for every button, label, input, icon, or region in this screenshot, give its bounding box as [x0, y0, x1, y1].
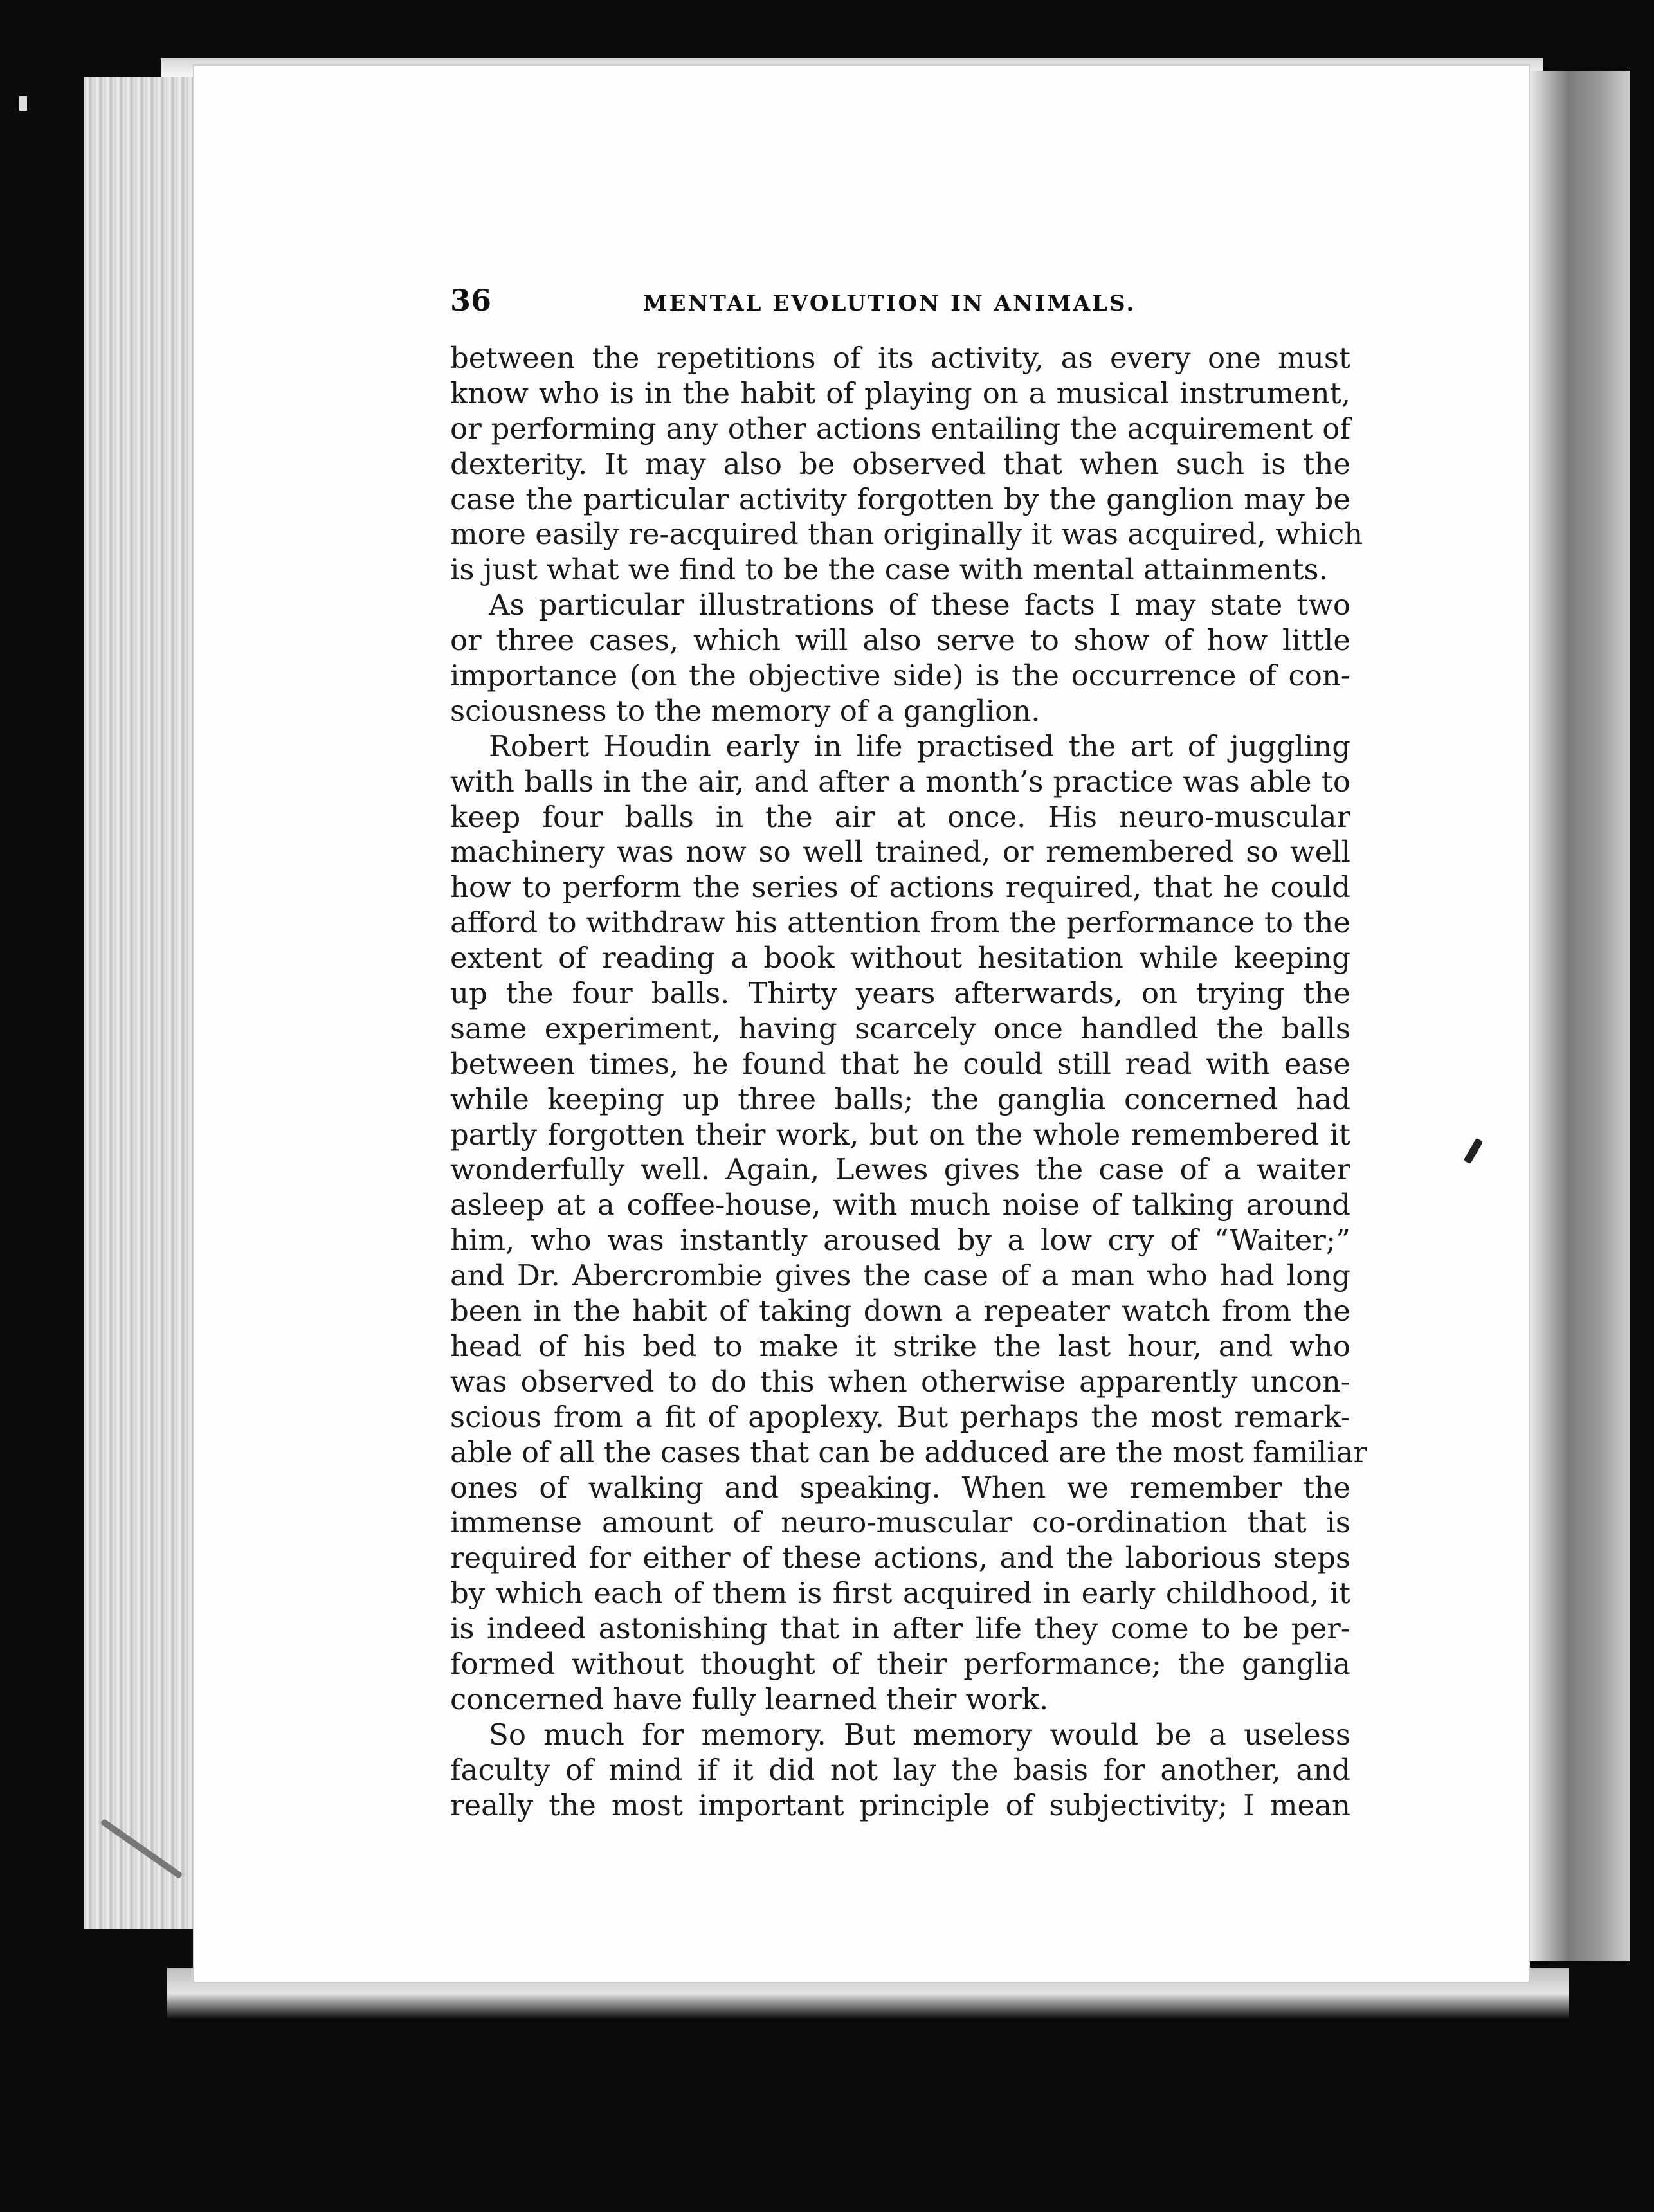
- text-line: with balls in the air, and after a month’s practice was able to: [450, 764, 1350, 799]
- text-line: machinery was now so well trained, or remembered so well: [450, 835, 1350, 869]
- text-line: faculty of mind if it did not lay the basis for another, and: [450, 1752, 1350, 1787]
- running-title: MENTAL EVOLUTION IN ANIMALS.: [643, 291, 1136, 316]
- binding-shadow: [1527, 71, 1630, 1961]
- text-line: while keeping up three balls; the ganglia concerned had: [450, 1082, 1350, 1116]
- text-line: been in the habit of taking down a repeater watch from the: [450, 1294, 1350, 1328]
- text-line: and Dr. Abercrombie gives the case of a man who had long: [450, 1258, 1350, 1293]
- text-line: him, who was instantly aroused by a low cry of “Waiter;”: [450, 1223, 1350, 1258]
- text-line: by which each of them is first acquired in early childhood, it: [450, 1576, 1350, 1611]
- text-line: wonderfully well. Again, Lewes gives the case of a waiter: [450, 1152, 1350, 1187]
- text-line: more easily re-acquired than originally it was acquired, which: [450, 517, 1363, 552]
- page-number: 36: [450, 283, 492, 318]
- text-line: afford to withdraw his attention from the performance to the: [450, 905, 1350, 940]
- scan-artifact: [19, 96, 27, 111]
- text-line: or performing any other actions entailing the acquirement of: [450, 411, 1350, 446]
- text-line: Robert Houdin early in life practised the art of juggling: [489, 729, 1350, 763]
- page-header: [450, 283, 1370, 328]
- text-line: head of his bed to make it strike the last hour, and who: [450, 1328, 1350, 1363]
- text-line: case the particular activity forgotten by the ganglion may be: [450, 482, 1350, 516]
- text-line: partly forgotten their work, but on the whole remembered it: [450, 1117, 1350, 1152]
- text-line: dexterity. It may also be observed that when such is the: [450, 446, 1350, 481]
- text-line: know who is in the habit of playing on a musical instrument,: [450, 376, 1350, 410]
- body-text: [450, 341, 1367, 1823]
- text-line: importance (on the objective side) is the occurrence of con-: [450, 658, 1350, 693]
- text-line: extent of reading a book without hesitation while keeping: [450, 941, 1350, 975]
- text-line: really the most important principle of subjectivity; I mean: [450, 1788, 1350, 1822]
- text-line: between the repetitions of its activity, as every one must: [450, 341, 1350, 375]
- text-line: concerned have fully learned their work.: [450, 1682, 1049, 1716]
- text-line: As particular illustrations of these facts I may state two: [489, 588, 1350, 622]
- text-line: So much for memory. But memory would be a useless: [489, 1717, 1350, 1752]
- text-line: required for either of these actions, and the laborious steps: [450, 1541, 1350, 1575]
- text-line: or three cases, which will also serve to show of how little: [450, 623, 1350, 658]
- text-line: able of all the cases that can be adduced are the most familiar: [450, 1435, 1367, 1469]
- text-line: asleep at a coffee-house, with much noise of talking around: [450, 1188, 1350, 1222]
- text-line: same experiment, having scarcely once handled the balls: [450, 1011, 1350, 1046]
- text-line: sciousness to the memory of a ganglion.: [450, 693, 1041, 728]
- text-line: was observed to do this when otherwise apparently uncon-: [450, 1364, 1350, 1399]
- text-line: is indeed astonishing that in after life they come to be per-: [450, 1611, 1350, 1646]
- text-line: ones of walking and speaking. When we remember the: [450, 1470, 1350, 1505]
- text-line: is just what we find to be the case with mental attainments.: [450, 552, 1328, 587]
- text-line: how to perform the series of actions required, that he could: [450, 870, 1350, 905]
- text-line: formed without thought of their performance; the ganglia: [450, 1646, 1350, 1681]
- text-line: between times, he found that he could still read with ease: [450, 1046, 1350, 1081]
- text-line: keep four balls in the air at once. His neuro-muscular: [450, 799, 1350, 834]
- text-line: up the four balls. Thirty years afterwards, on trying the: [450, 976, 1350, 1011]
- text-line: scious from a fit of apoplexy. But perhaps the most remark-: [450, 1399, 1350, 1434]
- text-line: immense amount of neuro-muscular co-ordination that is: [450, 1505, 1350, 1540]
